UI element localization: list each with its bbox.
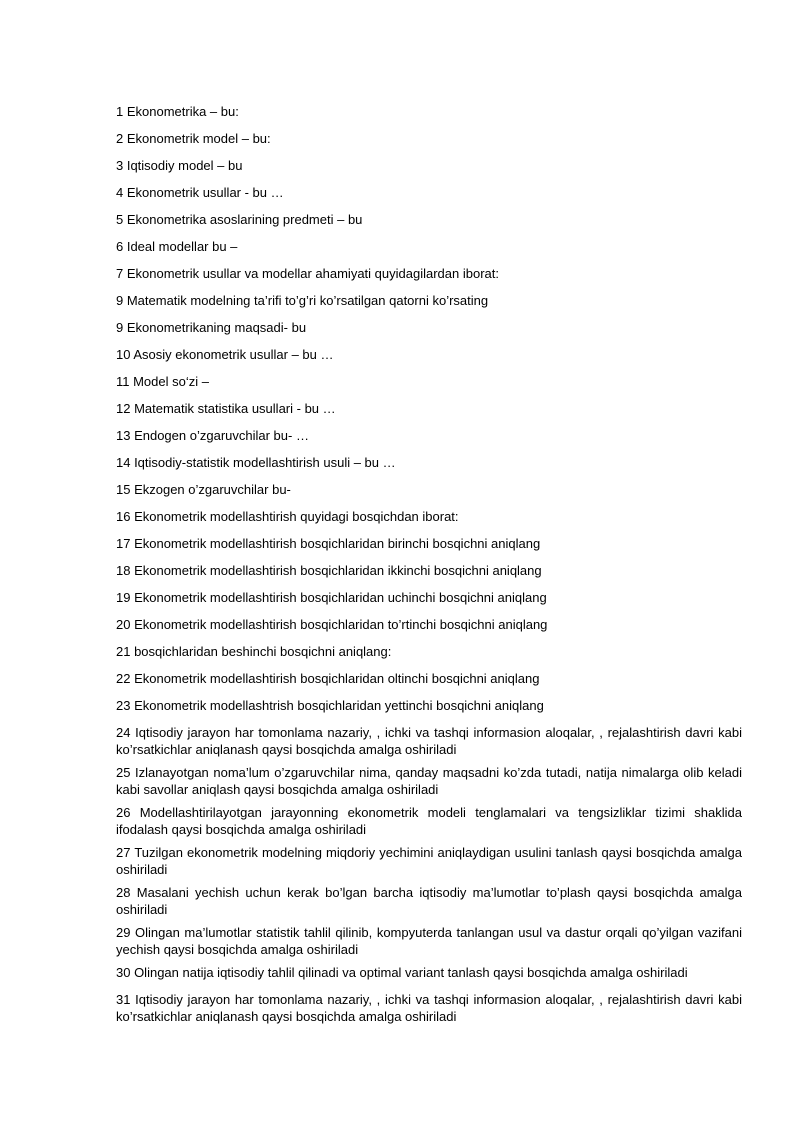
question-item: 9 Matematik modelning ta’rifi to’g’ri ko’rsatilgan qatorni ko’rsating bbox=[116, 293, 489, 308]
question-item: 17 Ekonometrik modellashtirish bosqichlaridan birinchi bosqichni aniqlang bbox=[116, 536, 541, 551]
question-item: 31 Iqtisodiy jarayon har tomonlama nazariy, , ichki va tashqi informasion aloqalar, , rejalashtirish davri kabi ko’rsatkichlar aniqlanash qaysi bosqichda amalga oshiriladi bbox=[116, 992, 742, 1024]
question-item: 28 Masalani yechish uchun kerak bo’lgan barcha iqtisodiy ma’lumotlar to’plash qaysi bosqichda amalga oshiriladi bbox=[116, 885, 742, 917]
question-item: 29 Olingan ma’lumotlar statistik tahlil qilinib, kompyuterda tanlangan usul va dastur orqali qo’yilgan vazifani yechish qaysi bosqichda amalga oshiriladi bbox=[116, 925, 742, 957]
document-page bbox=[116, 103, 742, 1031]
question-item: 9 Ekonometrikaning maqsadi- bu bbox=[116, 320, 307, 335]
question-item: 12 Matematik statistika usullari - bu … bbox=[116, 401, 336, 416]
question-item: 25 Izlanayotgan noma’lum o’zgaruvchilar nima, qanday maqsadni ko’zda tutadi, natija nimalarga olib keladi kabi savollar aniqlash qaysi bosqichda amalga oshiriladi bbox=[116, 765, 742, 797]
question-item: 4 Ekonometrik usullar - bu … bbox=[116, 185, 284, 200]
question-item: 21 bosqichlaridan beshinchi bosqichni aniqlang: bbox=[116, 644, 392, 659]
question-item: 19 Ekonometrik modellashtirish bosqichlaridan uchinchi bosqichni aniqlang bbox=[116, 590, 547, 605]
question-item: 24 Iqtisodiy jarayon har tomonlama nazariy, , ichki va tashqi informasion aloqalar, , rejalashtirish davri kabi ko’rsatkichlar aniqlanash qaysi bosqichda amalga oshiriladi bbox=[116, 725, 742, 757]
question-item: 23 Ekonometrik modellashtrish bosqichlaridan yettinchi bosqichni aniqlang bbox=[116, 698, 544, 713]
question-item: 1 Ekonometrika – bu: bbox=[116, 104, 239, 119]
question-item: 10 Asosiy ekonometrik usullar – bu … bbox=[116, 347, 334, 362]
question-item: 3 Iqtisodiy model – bu bbox=[116, 158, 243, 173]
question-item: 11 Model so‘zi – bbox=[116, 374, 209, 389]
question-item: 16 Ekonometrik modellashtirish quyidagi bosqichdan iborat: bbox=[116, 509, 459, 524]
question-item: 26 Modellashtirilayotgan jarayonning ekonometrik modeli tenglamalari va tengsizliklar tizimi shaklida ifodalash qaysi bosqichda amalga oshiriladi bbox=[116, 805, 742, 837]
question-item: 15 Ekzogen o’zgaruvchilar bu- bbox=[116, 482, 291, 497]
question-item: 27 Tuzilgan ekonometrik modelning miqdoriy yechimini aniqlaydigan usulini tanlash qaysi bosqichda amalga oshiriladi bbox=[116, 845, 742, 877]
question-item: 7 Ekonometrik usullar va modellar ahamiyati quyidagilardan iborat: bbox=[116, 266, 499, 281]
question-item: 18 Ekonometrik modellashtirish bosqichlaridan ikkinchi bosqichni aniqlang bbox=[116, 563, 542, 578]
question-item: 13 Endogen o’zgaruvchilar bu- … bbox=[116, 428, 309, 443]
question-item: 22 Ekonometrik modellashtirish bosqichlaridan oltinchi bosqichni aniqlang bbox=[116, 671, 540, 686]
question-item: 14 Iqtisodiy-statistik modellashtirish usuli – bu … bbox=[116, 455, 396, 470]
question-item: 6 Ideal modellar bu – bbox=[116, 239, 238, 254]
question-item: 5 Ekonometrika asoslarining predmeti – bu bbox=[116, 212, 363, 227]
question-item: 30 Olingan natija iqtisodiy tahlil qilinadi va optimal variant tanlash qaysi bosqichda amalga oshiriladi bbox=[116, 965, 688, 980]
question-item: 20 Ekonometrik modellashtirish bosqichlaridan to’rtinchi bosqichni aniqlang bbox=[116, 617, 548, 632]
question-item: 2 Ekonometrik model – bu: bbox=[116, 131, 271, 146]
